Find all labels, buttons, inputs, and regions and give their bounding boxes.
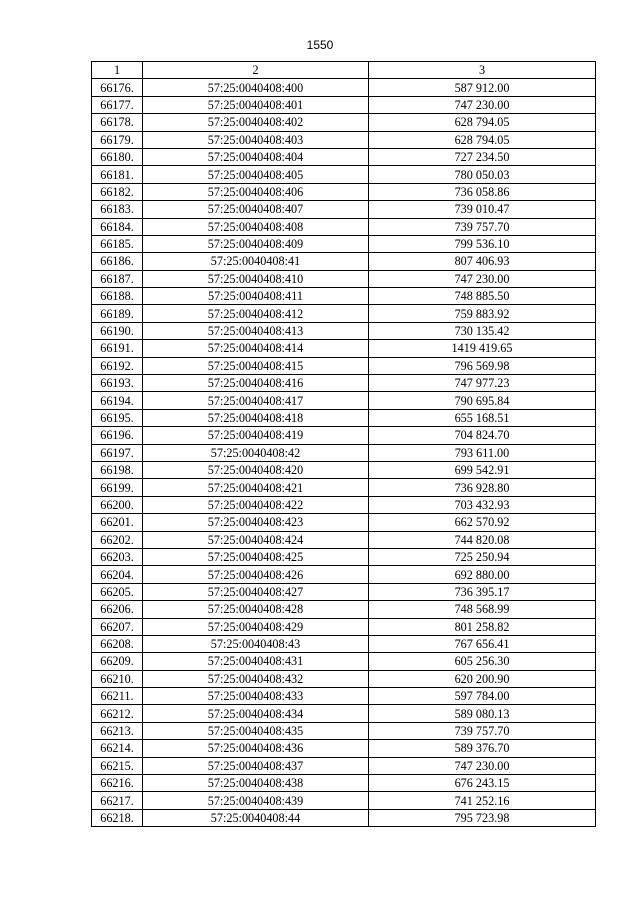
cadastral-number-cell: 57:25:0040408:436 bbox=[143, 740, 369, 757]
value-cell: 796 569.98 bbox=[369, 357, 596, 374]
table-row bbox=[92, 461, 596, 478]
row-number-cell: 66215. bbox=[92, 757, 143, 774]
cadastral-number-cell: 57:25:0040408:400 bbox=[143, 79, 369, 96]
cadastral-number-cell: 57:25:0040408:426 bbox=[143, 566, 369, 583]
cadastral-number-cell: 57:25:0040408:416 bbox=[143, 375, 369, 392]
value-cell: 747 230.00 bbox=[369, 96, 596, 113]
value-cell: 589 080.13 bbox=[369, 705, 596, 722]
value-cell: 1419 419.65 bbox=[369, 340, 596, 357]
row-number-cell: 66182. bbox=[92, 183, 143, 200]
value-cell: 628 794.05 bbox=[369, 131, 596, 148]
value-cell: 739 010.47 bbox=[369, 201, 596, 218]
value-cell: 704 824.70 bbox=[369, 427, 596, 444]
row-number-cell: 66200. bbox=[92, 496, 143, 513]
row-number-cell: 66214. bbox=[92, 740, 143, 757]
cadastral-number-cell: 57:25:0040408:438 bbox=[143, 775, 369, 792]
table-row bbox=[92, 670, 596, 687]
value-cell: 795 723.98 bbox=[369, 809, 596, 826]
cadastral-number-cell: 57:25:0040408:439 bbox=[143, 792, 369, 809]
value-cell: 744 820.08 bbox=[369, 531, 596, 548]
cadastral-number-cell: 57:25:0040408:406 bbox=[143, 183, 369, 200]
row-number-cell: 66188. bbox=[92, 288, 143, 305]
value-cell: 799 536.10 bbox=[369, 235, 596, 252]
table-row bbox=[92, 531, 596, 548]
cadastral-number-cell: 57:25:0040408:414 bbox=[143, 340, 369, 357]
row-number-cell: 66197. bbox=[92, 444, 143, 461]
cadastral-number-cell: 57:25:0040408:412 bbox=[143, 305, 369, 322]
table-row bbox=[92, 792, 596, 809]
cadastral-number-cell: 57:25:0040408:402 bbox=[143, 114, 369, 131]
row-number-cell: 66211. bbox=[92, 688, 143, 705]
row-number-cell: 66205. bbox=[92, 583, 143, 600]
row-number-cell: 66198. bbox=[92, 461, 143, 478]
cadastral-number-cell: 57:25:0040408:415 bbox=[143, 357, 369, 374]
table-row bbox=[92, 566, 596, 583]
table-row bbox=[92, 218, 596, 235]
cadastral-number-cell: 57:25:0040408:432 bbox=[143, 670, 369, 687]
table-row bbox=[92, 201, 596, 218]
table-header-row bbox=[92, 62, 596, 79]
table-body bbox=[92, 79, 596, 827]
value-cell: 736 928.80 bbox=[369, 479, 596, 496]
value-cell: 748 885.50 bbox=[369, 288, 596, 305]
value-cell: 759 883.92 bbox=[369, 305, 596, 322]
cadastral-number-cell: 57:25:0040408:421 bbox=[143, 479, 369, 496]
table-row bbox=[92, 79, 596, 96]
table-row bbox=[92, 427, 596, 444]
page-number: 1550 bbox=[306, 38, 334, 52]
value-cell: 747 230.00 bbox=[369, 757, 596, 774]
row-number-cell: 66203. bbox=[92, 548, 143, 565]
table-row bbox=[92, 322, 596, 339]
value-cell: 662 570.92 bbox=[369, 514, 596, 531]
cadastral-number-cell: 57:25:0040408:44 bbox=[143, 809, 369, 826]
cadastral-number-cell: 57:25:0040408:407 bbox=[143, 201, 369, 218]
table-row bbox=[92, 583, 596, 600]
value-cell: 730 135.42 bbox=[369, 322, 596, 339]
table-row bbox=[92, 757, 596, 774]
value-cell: 790 695.84 bbox=[369, 392, 596, 409]
table-row bbox=[92, 235, 596, 252]
value-cell: 597 784.00 bbox=[369, 688, 596, 705]
cadastral-number-cell: 57:25:0040408:410 bbox=[143, 270, 369, 287]
value-cell: 793 611.00 bbox=[369, 444, 596, 461]
table-row bbox=[92, 688, 596, 705]
table-row bbox=[92, 340, 596, 357]
table-row bbox=[92, 183, 596, 200]
value-cell: 699 542.91 bbox=[369, 461, 596, 478]
row-number-cell: 66201. bbox=[92, 514, 143, 531]
row-number-cell: 66194. bbox=[92, 392, 143, 409]
row-number-cell: 66187. bbox=[92, 270, 143, 287]
cadastral-number-cell: 57:25:0040408:418 bbox=[143, 409, 369, 426]
row-number-cell: 66206. bbox=[92, 601, 143, 618]
row-number-cell: 66177. bbox=[92, 96, 143, 113]
cadastral-number-cell: 57:25:0040408:424 bbox=[143, 531, 369, 548]
cadastral-number-cell: 57:25:0040408:413 bbox=[143, 322, 369, 339]
row-number-cell: 66202. bbox=[92, 531, 143, 548]
table-row bbox=[92, 270, 596, 287]
cadastral-number-cell: 57:25:0040408:437 bbox=[143, 757, 369, 774]
row-number-cell: 66191. bbox=[92, 340, 143, 357]
row-number-cell: 66218. bbox=[92, 809, 143, 826]
cadastral-number-cell: 57:25:0040408:433 bbox=[143, 688, 369, 705]
value-cell: 727 234.50 bbox=[369, 148, 596, 165]
row-number-cell: 66207. bbox=[92, 618, 143, 635]
table-row bbox=[92, 148, 596, 165]
cadastral-number-cell: 57:25:0040408:405 bbox=[143, 166, 369, 183]
cadastral-number-cell: 57:25:0040408:419 bbox=[143, 427, 369, 444]
cadastral-number-cell: 57:25:0040408:425 bbox=[143, 548, 369, 565]
column-header-1: 1 bbox=[92, 62, 143, 79]
value-cell: 747 230.00 bbox=[369, 270, 596, 287]
row-number-cell: 66217. bbox=[92, 792, 143, 809]
table-row bbox=[92, 131, 596, 148]
value-cell: 780 050.03 bbox=[369, 166, 596, 183]
table-row bbox=[92, 775, 596, 792]
table-row bbox=[92, 635, 596, 652]
value-cell: 807 406.93 bbox=[369, 253, 596, 270]
table-row bbox=[92, 618, 596, 635]
cadastral-number-cell: 57:25:0040408:423 bbox=[143, 514, 369, 531]
row-number-cell: 66195. bbox=[92, 409, 143, 426]
table-row bbox=[92, 288, 596, 305]
row-number-cell: 66185. bbox=[92, 235, 143, 252]
row-number-cell: 66186. bbox=[92, 253, 143, 270]
value-cell: 739 757.70 bbox=[369, 218, 596, 235]
value-cell: 747 977.23 bbox=[369, 375, 596, 392]
row-number-cell: 66179. bbox=[92, 131, 143, 148]
row-number-cell: 66180. bbox=[92, 148, 143, 165]
table-row bbox=[92, 392, 596, 409]
value-cell: 736 395.17 bbox=[369, 583, 596, 600]
value-cell: 801 258.82 bbox=[369, 618, 596, 635]
table-row bbox=[92, 514, 596, 531]
row-number-cell: 66212. bbox=[92, 705, 143, 722]
table-row bbox=[92, 409, 596, 426]
cadastral-number-cell: 57:25:0040408:411 bbox=[143, 288, 369, 305]
row-number-cell: 66176. bbox=[92, 79, 143, 96]
row-number-cell: 66190. bbox=[92, 322, 143, 339]
cadastral-number-cell: 57:25:0040408:403 bbox=[143, 131, 369, 148]
table-row bbox=[92, 114, 596, 131]
row-number-cell: 66178. bbox=[92, 114, 143, 131]
cadastral-number-cell: 57:25:0040408:428 bbox=[143, 601, 369, 618]
value-cell: 589 376.70 bbox=[369, 740, 596, 757]
value-cell: 741 252.16 bbox=[369, 792, 596, 809]
value-cell: 587 912.00 bbox=[369, 79, 596, 96]
table-row bbox=[92, 479, 596, 496]
row-number-cell: 66204. bbox=[92, 566, 143, 583]
table-row bbox=[92, 96, 596, 113]
cadastral-number-cell: 57:25:0040408:427 bbox=[143, 583, 369, 600]
value-cell: 739 757.70 bbox=[369, 722, 596, 739]
table-row bbox=[92, 444, 596, 461]
row-number-cell: 66196. bbox=[92, 427, 143, 444]
cadastral-number-cell: 57:25:0040408:41 bbox=[143, 253, 369, 270]
row-number-cell: 66181. bbox=[92, 166, 143, 183]
table-row bbox=[92, 740, 596, 757]
row-number-cell: 66199. bbox=[92, 479, 143, 496]
cadastral-number-cell: 57:25:0040408:404 bbox=[143, 148, 369, 165]
table-row bbox=[92, 809, 596, 826]
column-header-3: 3 bbox=[369, 62, 596, 79]
cadastral-number-cell: 57:25:0040408:434 bbox=[143, 705, 369, 722]
cadastral-number-cell: 57:25:0040408:42 bbox=[143, 444, 369, 461]
table-row bbox=[92, 253, 596, 270]
value-cell: 767 656.41 bbox=[369, 635, 596, 652]
table-row bbox=[92, 166, 596, 183]
value-cell: 620 200.90 bbox=[369, 670, 596, 687]
cadastral-number-cell: 57:25:0040408:409 bbox=[143, 235, 369, 252]
table-row bbox=[92, 375, 596, 392]
table-row bbox=[92, 496, 596, 513]
cadastral-number-cell: 57:25:0040408:420 bbox=[143, 461, 369, 478]
cadastral-number-cell: 57:25:0040408:422 bbox=[143, 496, 369, 513]
cadastral-number-cell: 57:25:0040408:43 bbox=[143, 635, 369, 652]
value-cell: 725 250.94 bbox=[369, 548, 596, 565]
value-cell: 605 256.30 bbox=[369, 653, 596, 670]
value-cell: 736 058.86 bbox=[369, 183, 596, 200]
value-cell: 748 568.99 bbox=[369, 601, 596, 618]
cadastral-number-cell: 57:25:0040408:417 bbox=[143, 392, 369, 409]
cadastral-number-cell: 57:25:0040408:435 bbox=[143, 722, 369, 739]
row-number-cell: 66192. bbox=[92, 357, 143, 374]
value-cell: 655 168.51 bbox=[369, 409, 596, 426]
row-number-cell: 66213. bbox=[92, 722, 143, 739]
row-number-cell: 66208. bbox=[92, 635, 143, 652]
table-row bbox=[92, 601, 596, 618]
table-row bbox=[92, 653, 596, 670]
row-number-cell: 66216. bbox=[92, 775, 143, 792]
cadastral-number-cell: 57:25:0040408:431 bbox=[143, 653, 369, 670]
value-cell: 676 243.15 bbox=[369, 775, 596, 792]
row-number-cell: 66193. bbox=[92, 375, 143, 392]
value-cell: 703 432.93 bbox=[369, 496, 596, 513]
row-number-cell: 66210. bbox=[92, 670, 143, 687]
value-cell: 628 794.05 bbox=[369, 114, 596, 131]
table-row bbox=[92, 548, 596, 565]
cadastral-number-cell: 57:25:0040408:429 bbox=[143, 618, 369, 635]
cadastral-number-cell: 57:25:0040408:401 bbox=[143, 96, 369, 113]
cadastral-number-cell: 57:25:0040408:408 bbox=[143, 218, 369, 235]
table-row bbox=[92, 357, 596, 374]
row-number-cell: 66189. bbox=[92, 305, 143, 322]
column-header-2: 2 bbox=[143, 62, 369, 79]
row-number-cell: 66209. bbox=[92, 653, 143, 670]
table-row bbox=[92, 705, 596, 722]
cadastral-value-table bbox=[91, 61, 596, 827]
value-cell: 692 880.00 bbox=[369, 566, 596, 583]
row-number-cell: 66183. bbox=[92, 201, 143, 218]
table-row bbox=[92, 305, 596, 322]
row-number-cell: 66184. bbox=[92, 218, 143, 235]
table-row bbox=[92, 722, 596, 739]
